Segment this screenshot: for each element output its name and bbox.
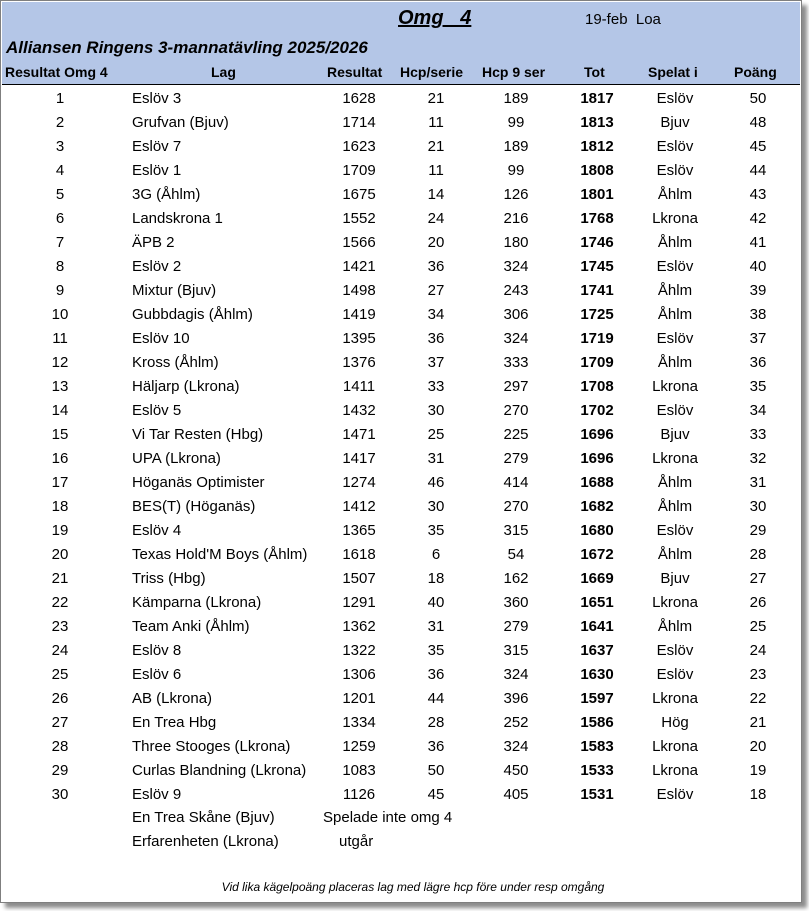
team-cell: Häljarp (Lkrona) <box>132 378 240 395</box>
col-header-hcp9: Hcp 9 ser <box>482 64 546 80</box>
table-row: 12 Kross (Åhlm) 1376 37 333 1709 Åhlm 36 <box>51 354 767 371</box>
team-cell: Eslöv 6 <box>132 666 182 683</box>
competition-title: Alliansen Ringens 3-mannatävling 2025/2026 <box>6 38 368 57</box>
table-row: 16 UPA (Lkrona) 1417 31 279 1696 Lkrona 32 <box>51 450 767 467</box>
team-cell: 3G (Åhlm) <box>132 186 201 203</box>
extra-note-2: utgår <box>339 833 374 850</box>
team-cell: Texas Hold'M Boys (Åhlm) <box>132 546 308 563</box>
table-row: 25 Eslöv 6 1306 36 324 1630 Eslöv 23 <box>51 666 767 683</box>
team-cell: Curlas Blandning (Lkrona) <box>132 762 307 779</box>
table-row: 28 Three Stooges (Lkrona) 1259 36 324 1583 Lkrona 20 <box>51 738 767 755</box>
table-row: 5 3G (Åhlm) 1675 14 126 1801 Åhlm 43 <box>55 186 767 203</box>
team-cell: Kross (Åhlm) <box>132 354 219 371</box>
team-cell: Höganäs Optimister <box>132 474 265 491</box>
team-cell: Eslöv 3 <box>132 90 182 107</box>
table-row: 20 Texas Hold'M Boys (Åhlm) 1618 6 54 1672 Åhlm 28 <box>51 546 767 563</box>
table-row: 3 Eslöv 7 1623 21 189 1812 Eslöv 45 <box>55 138 767 155</box>
team-cell: Grufvan (Bjuv) <box>132 114 229 131</box>
col-header-points: Poäng <box>734 64 777 80</box>
team-cell: Eslöv 5 <box>132 402 182 419</box>
extra-team-2: Erfarenheten (Lkrona) <box>132 833 279 850</box>
extra-note-1: Spelade inte omg 4 <box>323 809 453 826</box>
table-row: 8 Eslöv 2 1421 36 324 1745 Eslöv 40 <box>55 258 767 275</box>
team-cell: Eslöv 8 <box>132 642 182 659</box>
footnote: Vid lika kägelpoäng placeras lag med lägre hcp före under resp omgång <box>221 880 605 894</box>
col-header-played-at: Spelat i <box>648 64 698 80</box>
header-rule <box>2 84 800 85</box>
table-row: 19 Eslöv 4 1365 35 315 1680 Eslöv 29 <box>51 522 767 539</box>
table-row: 24 Eslöv 8 1322 35 315 1637 Eslöv 24 <box>51 642 767 659</box>
extra-team-1: En Trea Skåne (Bjuv) <box>132 809 275 826</box>
team-cell: AB (Lkrona) <box>132 690 213 707</box>
table-row: 2 Grufvan (Bjuv) 1714 11 99 1813 Bjuv 48 <box>55 114 767 131</box>
team-cell: Gubbdagis (Åhlm) <box>132 306 253 323</box>
team-cell: Team Anki (Åhlm) <box>132 618 250 635</box>
table-row: 27 En Trea Hbg 1334 28 252 1586 Hög 21 <box>51 714 767 731</box>
team-cell: Triss (Hbg) <box>132 570 206 587</box>
team-cell: BES(T) (Höganäs) <box>132 498 256 515</box>
table-row: 4 Eslöv 1 1709 11 99 1808 Eslöv 44 <box>55 162 767 179</box>
table-row: 26 AB (Lkrona) 1201 44 396 1597 Lkrona 22 <box>51 690 767 707</box>
team-cell: ÄPB 2 <box>132 234 175 251</box>
table-row: 18 BES(T) (Höganäs) 1412 30 270 1682 Åhlm 30 <box>51 498 767 515</box>
col-header-total: Tot <box>584 64 605 80</box>
table-row: 22 Kämparna (Lkrona) 1291 40 360 1651 Lkrona 26 <box>51 594 767 611</box>
col-header-team: Lag <box>211 64 236 80</box>
team-cell: Landskrona 1 <box>132 210 223 227</box>
table-row: 21 Triss (Hbg) 1507 18 162 1669 Bjuv 27 <box>51 570 767 587</box>
col-header-hcp-series: Hcp/serie <box>400 64 464 80</box>
table-row: 30 Eslöv 9 1126 45 405 1531 Eslöv 18 <box>51 786 767 803</box>
team-cell: Eslöv 2 <box>132 258 182 275</box>
table-row: 10 Gubbdagis (Åhlm) 1419 34 306 1725 Åhlm 38 <box>51 306 767 323</box>
round-title: Omg 4 <box>398 7 472 29</box>
table-row: 6 Landskrona 1 1552 24 216 1768 Lkrona 42 <box>55 210 767 227</box>
team-cell: En Trea Hbg <box>132 714 217 731</box>
team-cell: Eslöv 1 <box>132 162 182 179</box>
table-row: 17 Höganäs Optimister 1274 46 414 1688 Åhlm 31 <box>51 474 767 491</box>
team-cell: Kämparna (Lkrona) <box>132 594 262 611</box>
team-cell: Eslöv 10 <box>132 330 190 347</box>
team-cell: Mixtur (Bjuv) <box>132 282 217 299</box>
col-header-result: Resultat <box>327 64 383 80</box>
table-row: 11 Eslöv 10 1395 36 324 1719 Eslöv 37 <box>52 330 767 347</box>
table-row: 1 Eslöv 3 1628 21 189 1817 Eslöv 50 <box>55 90 767 107</box>
table-row: 29 Curlas Blandning (Lkrona) 1083 50 450 1533 Lkrona 19 <box>51 762 767 779</box>
team-cell: Eslöv 7 <box>132 138 182 155</box>
team-cell: Eslöv 4 <box>132 522 182 539</box>
round-date: 19-feb Loa <box>585 11 661 28</box>
table-row: 13 Häljarp (Lkrona) 1411 33 297 1708 Lkrona 35 <box>51 378 767 395</box>
team-cell: Vi Tar Resten (Hbg) <box>132 426 264 443</box>
col-header-rank: Resultat Omg 4 <box>5 64 108 80</box>
table-row: 9 Mixtur (Bjuv) 1498 27 243 1741 Åhlm 39 <box>55 282 767 299</box>
table-row: 7 ÄPB 2 1566 20 180 1746 Åhlm 41 <box>55 234 767 251</box>
team-cell: UPA (Lkrona) <box>132 450 221 467</box>
team-cell: Eslöv 9 <box>132 786 182 803</box>
table-row: 23 Team Anki (Åhlm) 1362 31 279 1641 Åhlm 25 <box>51 618 767 635</box>
table-row: 14 Eslöv 5 1432 30 270 1702 Eslöv 34 <box>51 402 767 419</box>
team-cell: Three Stooges (Lkrona) <box>132 738 291 755</box>
table-row: 15 Vi Tar Resten (Hbg) 1471 25 225 1696 Bjuv 33 <box>51 426 767 443</box>
